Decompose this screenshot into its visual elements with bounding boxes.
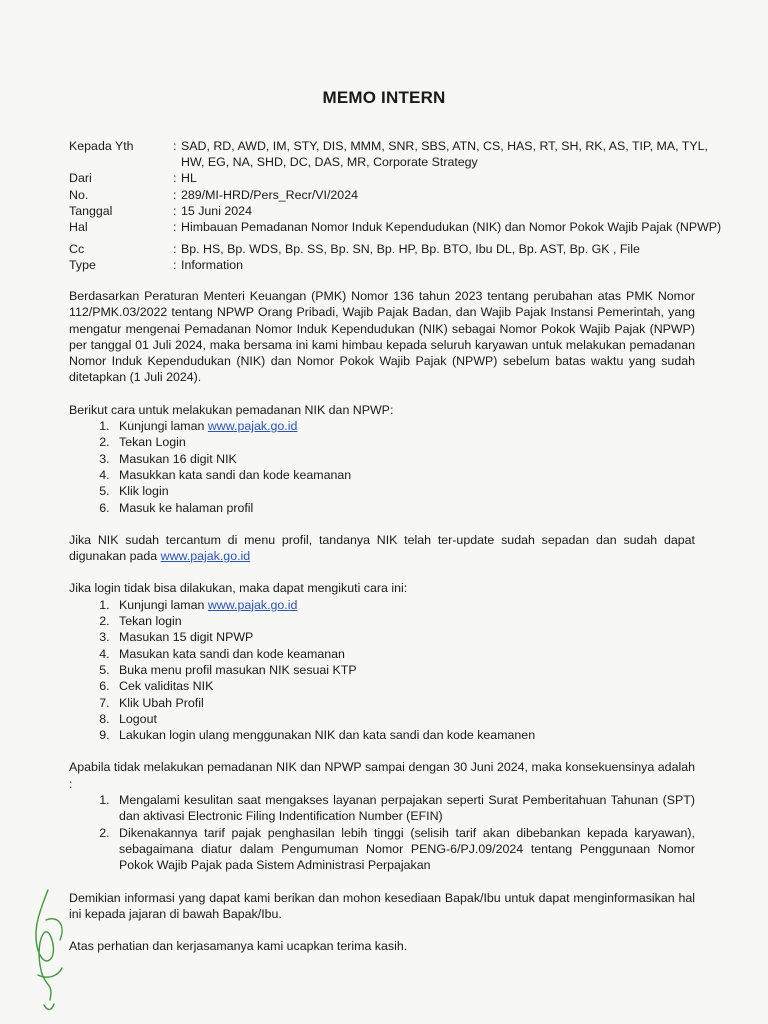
steps1-list (69, 418, 695, 516)
handwritten-initial-mark (18, 880, 78, 1020)
header-value: 15 Juni 2024 (181, 203, 252, 218)
thanks-paragraph: Atas perhatian dan kerjasamanya kami ucapkan terima kasih. (69, 939, 408, 954)
header-row-cc (69, 241, 729, 257)
header-colon: : (173, 203, 177, 218)
steps2-list (69, 597, 695, 744)
intro-paragraph: Berdasarkan Peraturan Menteri Keuangan (PMK) Nomor 136 tahun 2023 tentang perubahan atas PMK Nomor 112/PMK.03/2022 tentang NPWP Orang Pribadi, Wajib Pajak Badan, dan Wajib Pajak Instansi Pemerintah, yang mengatur mengenai Pemadanan Nomor Induk Kependudukan (NIK) sebagai Nomor Pokok Wajib Pajak (NPWP) per tanggal 01 Juli 2024, maka bersama ini kami himbau kepada seluruh karyawan untuk melakukan pemadanan Nomor Induk Kependudukan (NIK) dan Nomor Pokok Wajib Pajak (NPWP) sebelum batas waktu yang sudah ditetapkan (1 Juli 2024). (69, 289, 695, 385)
header-colon: : (173, 258, 177, 273)
header-colon: : (173, 171, 177, 186)
header-value: Bp. HS, Bp. WDS, Bp. SS, Bp. SN, Bp. HP, Bp. BTO, Ibu DL, Bp. AST, Bp. GK , File (181, 242, 640, 257)
list-item: 5. Klik login (113, 483, 695, 499)
consequence-list (69, 792, 695, 873)
nik-note-paragraph (69, 532, 695, 565)
list-item: 3. Masukan 16 digit NIK (113, 451, 695, 467)
nik-note-text: Jika NIK sudah tercantum di menu profil, tandanya NIK telah ter-update sudah sepadan dan sudah dapat digunakan pada (69, 532, 695, 564)
header-colon: : (173, 139, 177, 153)
list-item: 4. Masukan kata sandi dan kode keamanan (113, 646, 695, 662)
list-item: 8. Logout (113, 711, 695, 727)
list-item: 2. Tekan Login (113, 434, 695, 450)
list-item-text: Kunjungi laman (119, 419, 208, 434)
header-label: Dari (69, 171, 92, 186)
header-value: Himbauan Pemadanan Nomor Induk Kependudukan (NIK) dan Nomor Pokok Wajib Pajak (NPWP) (181, 220, 722, 235)
list-item: 2. Tekan login (113, 613, 695, 629)
closing-paragraph: Demikian informasi yang dapat kami berikan dan mohon kesediaan Bapak/Ibu untuk dapat menginformasikan hal ini kepada jajaran di bawah Bapak/Ibu. (69, 890, 695, 921)
list-item-text: Kunjungi laman (119, 597, 208, 612)
list-item: 2. Dikenakannya tarif pajak penghasilan lebih tinggi (selisih tarif akan dibebankan kepada karyawan), sebagaimana diatur dalam Pengumuman Nomor PENG-6/PJ.09/2024 tentang Penggunaan Nomor Pokok Wajib Pajak pada Sistem Administrasi Perpajakan (113, 825, 695, 874)
header-label: Type (69, 258, 96, 273)
list-item: 7. Klik Ubah Profil (113, 695, 695, 711)
header-value: 289/MI-HRD/Pers_Recr/VI/2024 (181, 187, 358, 202)
list-item: 6. Cek validitas NIK (113, 678, 695, 694)
header-value: HL (181, 171, 197, 186)
list-item: 4. Masukkan kata sandi dan kode keamanan (113, 467, 695, 483)
steps2-intro: Jika login tidak bisa dilakukan, maka dapat mengikuti cara ini: (69, 581, 408, 596)
list-item: 3. Masukan 15 digit NPWP (113, 629, 695, 645)
header-row-no (69, 187, 729, 203)
list-item: 6. Masuk ke halaman profil (113, 500, 695, 516)
pajak-link[interactable]: www.pajak.go.id (160, 549, 251, 564)
list-item: 1. Mengalami kesulitan saat mengakses layanan perpajakan seperti Surat Pemberitahuan Tahunan (SPT) dan aktivasi Electronic Filing Indentification Number (EFIN) (113, 792, 695, 825)
header-row-type (69, 257, 729, 273)
pajak-link[interactable]: www.pajak.go.id (207, 597, 298, 612)
header-row-tanggal (69, 203, 729, 219)
pajak-link[interactable]: www.pajak.go.id (207, 419, 298, 434)
header-label: Kepada Yth (69, 139, 134, 153)
list-item (113, 418, 695, 434)
steps1-intro: Berikut cara untuk melakukan pemadanan NIK dan NPWP: (69, 402, 394, 417)
header-colon: : (173, 187, 177, 202)
memo-title: MEMO INTERN (322, 88, 446, 107)
list-item: 5. Buka menu profil masukan NIK sesuai KTP (113, 662, 695, 678)
memo-header (69, 138, 729, 274)
header-row-dari (69, 170, 729, 186)
header-row-hal (69, 219, 729, 235)
header-value: Information (181, 258, 243, 273)
list-item (113, 597, 695, 613)
header-colon: : (173, 242, 177, 257)
list-item: 9. Lakukan login ulang menggunakan NIK dan kata sandi dan kode keamanen (113, 727, 695, 743)
consequence-intro: Apabila tidak melakukan pemadanan NIK dan NPWP sampai dengan 30 Juni 2024, maka konsekuensinya adalah : (69, 760, 695, 791)
header-label: No. (69, 187, 89, 202)
memo-body (69, 288, 695, 954)
header-row-kepada (69, 138, 729, 170)
header-label: Hal (69, 220, 88, 235)
header-value: SAD, RD, AWD, IM, STY, DIS, MMM, SNR, SBS, ATN, CS, HAS, RT, SH, RK, AS, TIP, MA, TYL, HW, EG, NA, SHD, DC, DAS, MR, Corporate Strategy (181, 139, 708, 170)
header-label: Cc (69, 242, 85, 257)
header-colon: : (173, 220, 177, 235)
header-label: Tanggal (69, 203, 113, 218)
